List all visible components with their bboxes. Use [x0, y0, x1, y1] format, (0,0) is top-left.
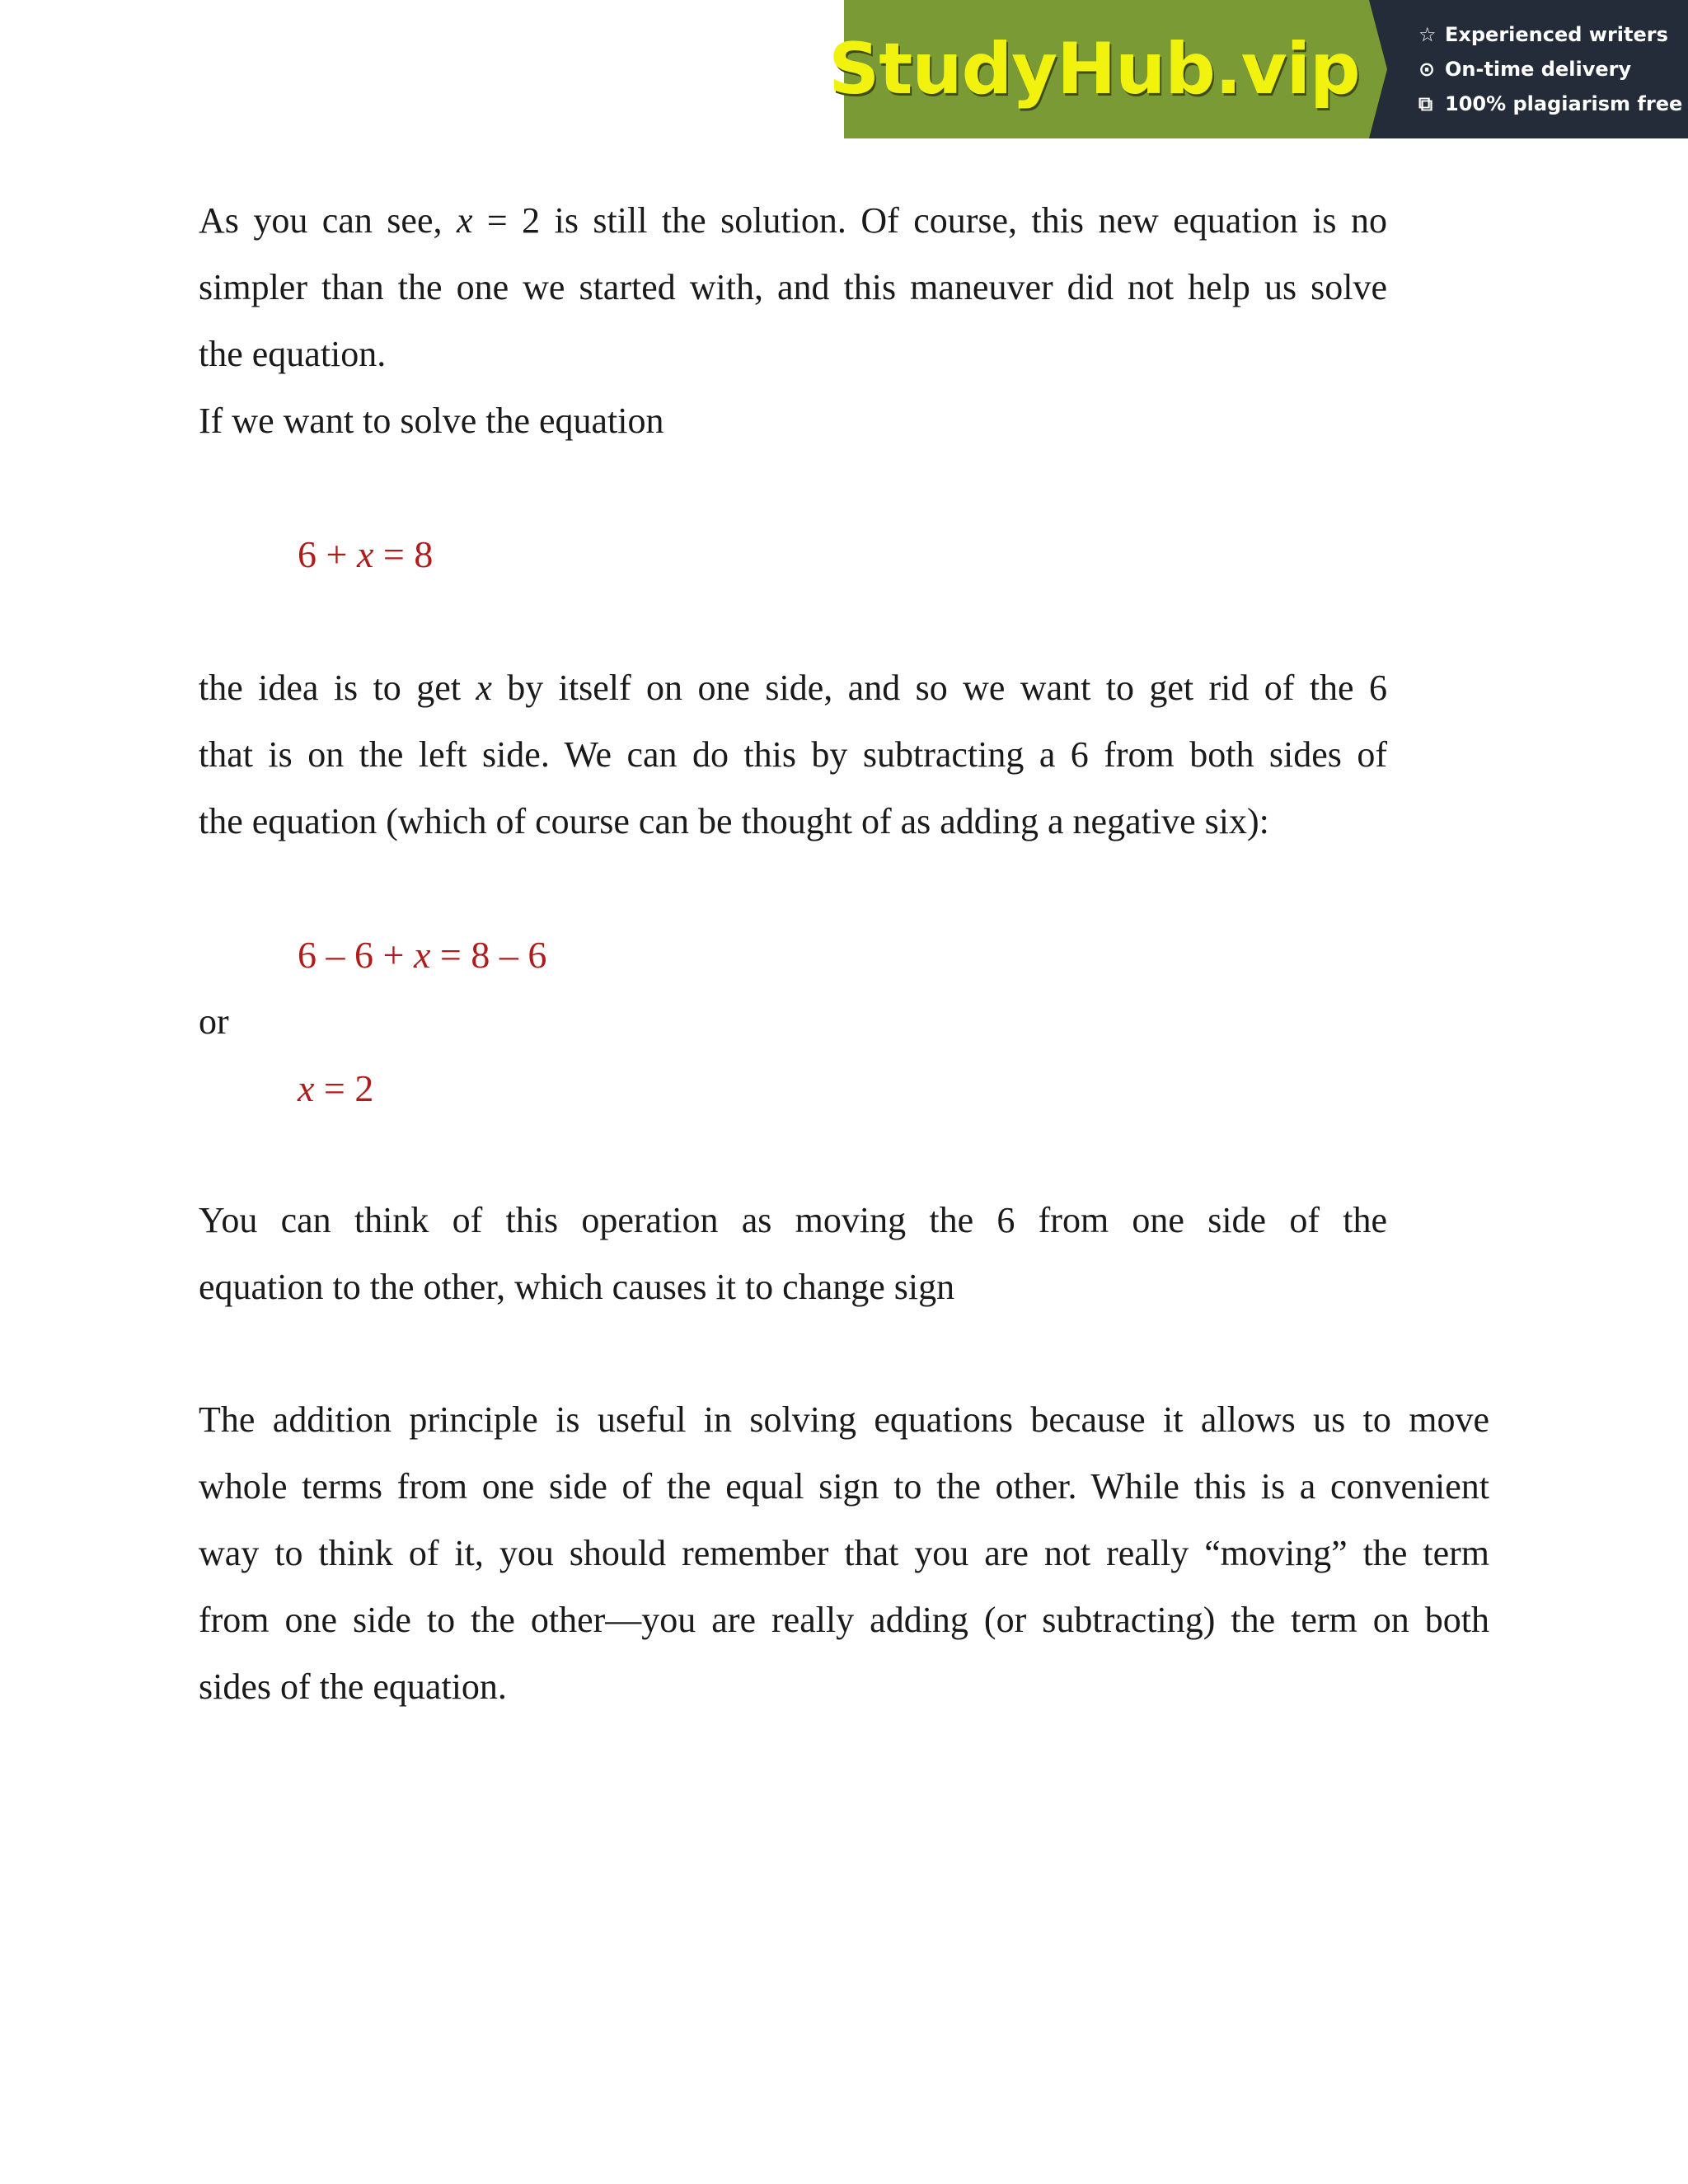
paragraph-3-line-3: the equation (which of course can be thought of as adding a negative six): — [199, 801, 1269, 841]
equation-1 — [298, 532, 433, 577]
brand-logo: StudyHub.vip — [828, 28, 1360, 110]
paragraph-1-line-2: simpler than the one we started with, and this maneuver did not help us solve — [199, 267, 1387, 307]
feature-plagiarism-free — [1418, 89, 1688, 119]
eq-text: 6 + — [298, 533, 357, 575]
variable-x: x — [413, 934, 431, 976]
star-icon: ☆ — [1418, 23, 1437, 46]
banner-arrow-shape — [1369, 0, 1387, 138]
feature-on-time-delivery — [1418, 54, 1688, 84]
eq-text: = 8 – 6 — [430, 934, 547, 976]
brand-logo-area[interactable] — [828, 0, 1369, 138]
eq-text: = 8 — [373, 533, 434, 575]
paragraph-5-line-3: way to think of it, you should remember that you are not really “moving” the term — [199, 1533, 1489, 1573]
paragraph-4-line-2: equation to the other, which causes it to change sign — [199, 1267, 955, 1307]
paragraph-5-line-5: sides of the equation. — [199, 1666, 507, 1707]
paragraph-3-line-1 — [199, 666, 1387, 710]
variable-x: x — [456, 200, 473, 241]
text-run: the idea is to get — [199, 668, 476, 708]
paragraph-3-line-2: that is on the left side. We can do this by subtracting a 6 from both sides of — [199, 734, 1387, 775]
eq-text: = 2 — [314, 1067, 374, 1109]
or-text: or — [199, 1001, 229, 1042]
paragraph-5-line-2: whole terms from one side of the equal sign to the other. While this is a convenient — [199, 1466, 1489, 1507]
text-run: by itself on one side, and so we want to get rid of the 6 — [491, 668, 1387, 708]
text-run: As you can see, — [199, 200, 457, 241]
feature-experienced-writers — [1418, 20, 1688, 49]
variable-x: x — [476, 668, 492, 708]
feature-label: 100% plagiarism free — [1445, 92, 1683, 115]
paragraph-2: If we want to solve the equation — [199, 401, 664, 441]
banner-features — [1369, 0, 1688, 138]
variable-x: x — [356, 533, 374, 575]
variable-x: x — [298, 1067, 315, 1109]
studyhub-banner[interactable] — [828, 0, 1688, 138]
feature-label: Experienced writers — [1445, 23, 1668, 46]
copy-icon: ⧉ — [1418, 92, 1433, 115]
text-run: = 2 is still the solution. Of course, this new equation is no — [472, 200, 1388, 241]
eq-text: 6 – 6 + — [298, 934, 414, 976]
equation-2 — [298, 933, 546, 977]
paragraph-5-line-4: from one side to the other—you are really adding (or subtracting) the term on both — [199, 1600, 1489, 1640]
feature-label: On-time delivery — [1445, 58, 1632, 81]
clock-icon: ⊙ — [1418, 58, 1436, 81]
paragraph-1-line-1 — [199, 199, 1387, 243]
paragraph-1-line-3: the equation. — [199, 334, 387, 374]
equation-3 — [298, 1066, 373, 1111]
paragraph-5-line-1: The addition principle is useful in solving equations because it allows us to move — [199, 1399, 1489, 1440]
paragraph-4-line-1: You can think of this operation as moving the 6 from one side of the — [199, 1200, 1387, 1240]
